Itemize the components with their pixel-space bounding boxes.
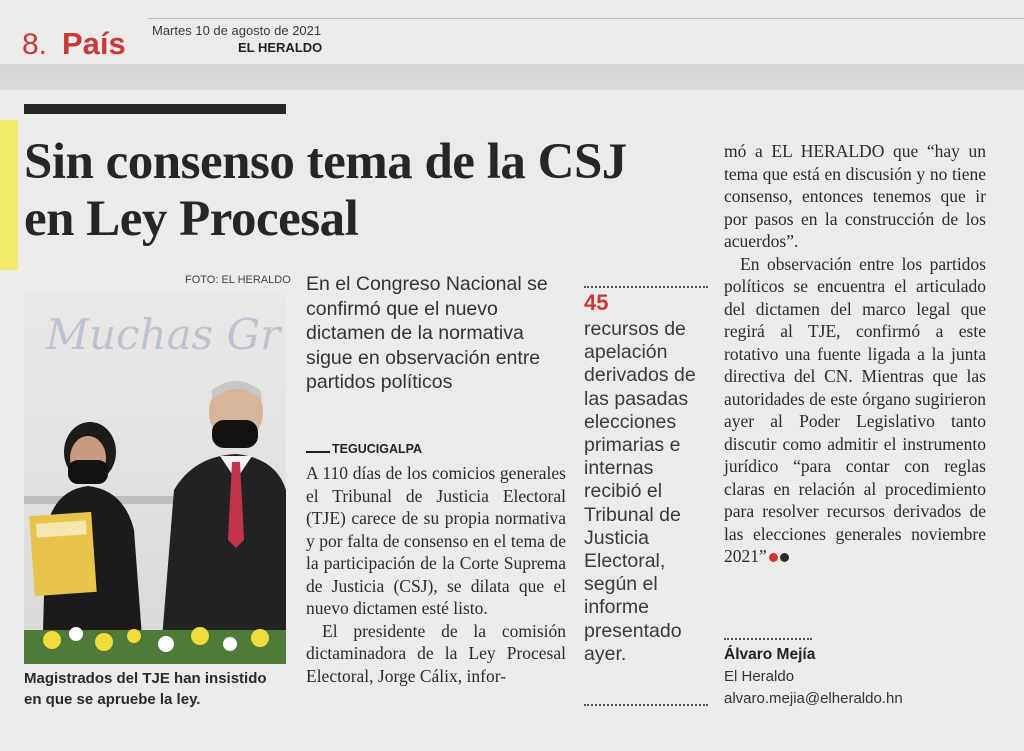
photo-illustration xyxy=(24,290,286,664)
headline: Sin consenso tema de la CSJ en Ley Procesal xyxy=(24,134,627,247)
issue-date: Martes 10 de agosto de 2021 xyxy=(152,23,322,38)
photo-backdrop-text: Muchas Gr xyxy=(46,310,281,359)
page-number: 8. xyxy=(22,28,48,61)
dateline-rule xyxy=(306,451,330,453)
header-rule xyxy=(148,18,1024,19)
end-mark-icon xyxy=(780,553,789,562)
paragraph: A 110 días de los comicios generales el Tribunal de Justicia Electoral (TJE) carece de su propia normativa y por falta de consenso en el tema de la participación de la Corte Suprema de Justicia (CSJ), se dilata que el nuevo dictamen esté listo. xyxy=(306,463,566,618)
bleed-through-band xyxy=(0,64,1024,90)
article-column-3 xyxy=(724,140,986,568)
news-photo xyxy=(24,290,286,664)
dateline: TEGUCIGALPA xyxy=(332,442,423,456)
sidebar-text: recursos de apelación derivados de las pasadas elecciones primarias e internas recibió el Tribunal de Justicia Electoral, según el informe presentado ayer. xyxy=(584,318,696,665)
paragraph xyxy=(724,253,986,568)
article-column-1 xyxy=(306,462,566,687)
paragraph-text: En observación entre los partidos políticos se encuentra el articulado del dictamen del marco legal que regirá al TJE, confirmó a este rotativo una fuente ligada a la junta directiva del CN. Mientras que las autoridades de este órgano sugirieron ayer al Poder Legislativo tanto discutir como admitir el instrumento jurídico “para contar con reglas claras en relación al procedimiento para resolver recursos derivados de las elecciones generales noviembre 2021” xyxy=(724,253,986,566)
paragraph: mó a EL HERALDO que “hay un tema que está en discusión y no tiene consenso, entonces tenemos que ir por pasos en la construcción de los acuerdos”. xyxy=(724,141,986,251)
section-label: País xyxy=(62,26,126,61)
author-name: Álvaro Mejía xyxy=(724,646,816,663)
author-email[interactable]: alvaro.mejia@elheraldo.hn xyxy=(724,690,903,707)
photo-credit: FOTO: EL HERALDO xyxy=(185,274,291,286)
sidebar-number: 45 xyxy=(584,290,609,315)
author-rule xyxy=(724,638,812,640)
headline-rule xyxy=(24,104,286,114)
highlighter-mark xyxy=(0,120,18,270)
author-organization: El Heraldo xyxy=(724,668,795,685)
sidebar-bottom-rule xyxy=(584,704,708,706)
newspaper-name: EL HERALDO xyxy=(238,40,323,55)
paragraph: El presidente de la comisión dictaminadora de la Ley Procesal Electoral, Jorge Cálix, infor- xyxy=(306,620,566,686)
article-dek: En el Congreso Nacional se confirmó que el nuevo dictamen de la normativa sigue en observación entre partidos políticos xyxy=(306,273,548,393)
sidebar-top-rule xyxy=(584,286,708,288)
end-mark-icon xyxy=(769,553,778,562)
photo-caption: Magistrados del TJE han insistido en que se apruebe la ley. xyxy=(24,670,267,708)
